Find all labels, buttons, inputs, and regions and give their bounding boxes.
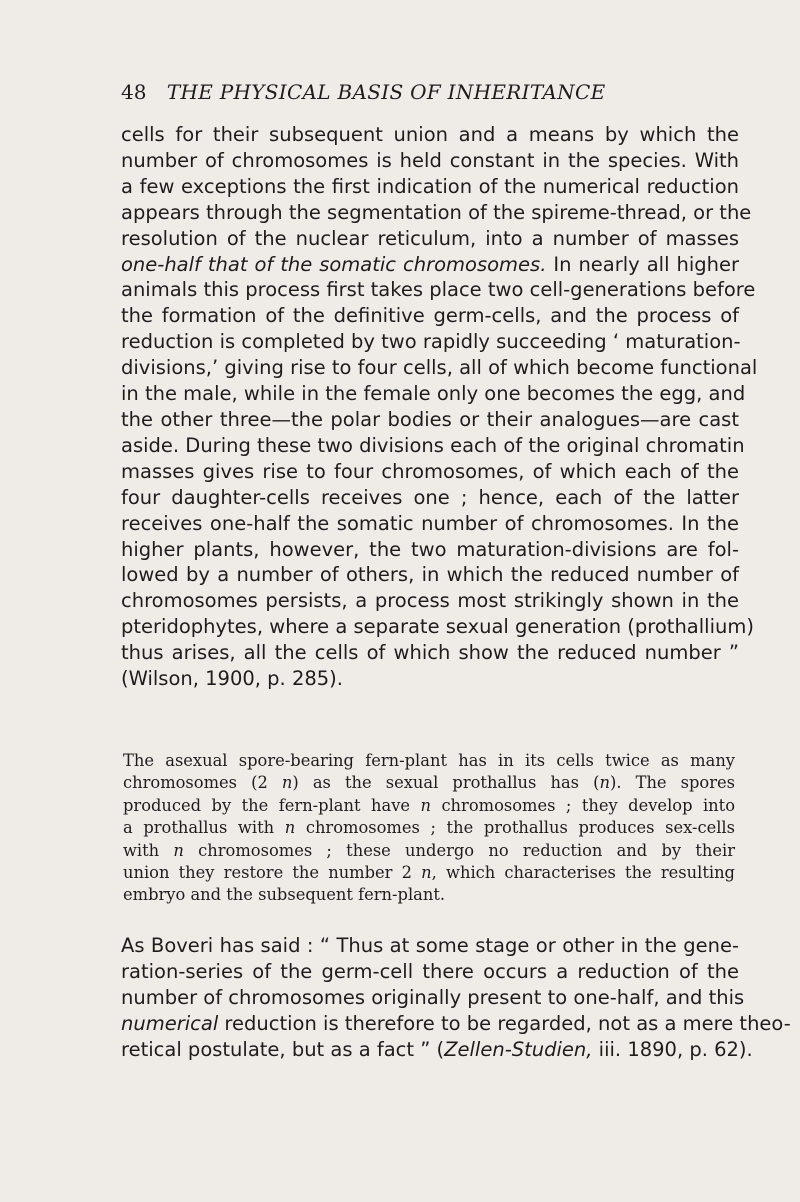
text-line <box>121 537 739 563</box>
text-run: embryo and the subsequent fern-plant. <box>123 885 446 905</box>
text-line <box>121 485 739 511</box>
final-paragraph-text <box>121 933 791 1063</box>
text-run: (Wilson, 1900, p. 285). <box>121 667 343 691</box>
text-line <box>121 252 739 278</box>
text-run: in the male, while in the female only one becomes the egg, and <box>121 382 746 406</box>
text-line <box>121 303 739 329</box>
text-line <box>121 1037 753 1063</box>
text-run: chromosomes ; these undergo no reduction and by their <box>183 840 735 860</box>
italic-text: one-half that of the somatic chromosomes. <box>121 252 547 276</box>
text-run: ) as the sexual prothallus has ( <box>292 773 600 793</box>
note-paragraph-text <box>123 750 735 907</box>
text-line <box>123 862 735 884</box>
text-run: animals this process first takes place two cell-generations before <box>121 278 756 302</box>
text-run: a prothallus with <box>123 818 285 838</box>
page-number: 48 <box>121 80 147 104</box>
text-run: resolution of the nuclear reticulum, into a number of masses <box>121 226 739 250</box>
note-paragraph <box>123 750 735 907</box>
text-run: produced by the fern-plant have <box>123 795 421 815</box>
text-line <box>121 614 754 640</box>
text-run: number of chromosomes is held constant in the species. With <box>121 148 739 172</box>
italic-text: n <box>281 773 293 793</box>
text-run: chromosomes (2 <box>123 773 282 793</box>
text-run: ration-series of the germ-cell there occurs a reduction of the <box>121 959 739 983</box>
text-run: ). The spores <box>609 773 735 793</box>
text-run: union they restore the number 2 <box>123 863 422 883</box>
text-line <box>123 817 735 839</box>
text-run: thus arises, all the cells of which show the reduced number ” <box>121 641 739 665</box>
text-line <box>121 666 739 692</box>
text-run: chromosomes persists, a process most strikingly shown in the <box>121 589 739 613</box>
text-line <box>121 459 739 485</box>
text-run: a few exceptions the first indication of the numerical reduction <box>121 174 739 198</box>
italic-text: n <box>284 818 296 838</box>
italic-text: numerical <box>121 1011 219 1035</box>
text-line <box>121 985 745 1011</box>
text-run: the formation of the definitive germ-cells, and the process of <box>121 304 739 328</box>
italic-text: Zellen-Studien, <box>444 1037 593 1061</box>
text-line <box>121 562 739 588</box>
text-line <box>121 381 746 407</box>
text-run: higher plants, however, the two maturation-divisions are fol- <box>121 537 739 561</box>
text-line <box>121 148 739 174</box>
text-run: cells for their subsequent union and a means by which the <box>121 123 739 146</box>
italic-text: n <box>599 773 610 793</box>
text-run: The asexual spore-bearing fern-plant has in its cells twice as many <box>123 751 735 770</box>
text-line <box>121 226 739 252</box>
text-line <box>121 355 758 381</box>
text-run: reduction is therefore to be regarded, not as a mere theo- <box>218 1011 791 1035</box>
text-line <box>123 750 735 772</box>
text-line <box>121 122 739 148</box>
text-line <box>123 772 735 794</box>
text-line <box>121 511 739 537</box>
text-line <box>121 277 756 303</box>
text-run: with <box>123 840 174 860</box>
text-run: receives one-half the somatic number of chromosomes. In the <box>121 511 739 535</box>
text-line <box>123 795 735 817</box>
text-line <box>121 200 752 226</box>
text-run: iii. 1890, p. 62). <box>592 1037 753 1061</box>
italic-text: n <box>173 840 184 860</box>
text-line <box>121 588 739 614</box>
main-paragraph <box>121 122 758 692</box>
text-run: retical postulate, but as a fact ” ( <box>121 1037 445 1061</box>
text-run: number of chromosomes originally present to one-half, and this <box>121 985 745 1009</box>
running-title: THE PHYSICAL BASIS OF INHERITANCE <box>166 80 606 104</box>
text-run: chromosomes ; they develop into <box>430 795 735 815</box>
text-run: aside. During these two divisions each of the original chromatin <box>121 433 745 457</box>
final-paragraph <box>121 933 791 1063</box>
text-run: , which characterises the resulting <box>431 863 735 883</box>
text-run: In nearly all higher <box>546 252 739 276</box>
text-run: As Boveri has said : “ Thus at some stage or other in the gene- <box>121 934 739 957</box>
text-run: chromosomes ; the prothallus produces sex-cells <box>295 818 735 838</box>
text-run: reduction is completed by two rapidly succeeding ‘ maturation- <box>121 330 741 354</box>
text-line <box>121 640 739 666</box>
text-line <box>123 840 735 862</box>
text-line <box>121 407 739 433</box>
text-line <box>121 1011 791 1037</box>
running-header <box>121 76 681 108</box>
text-line <box>121 933 739 959</box>
text-run: the other three—the polar bodies or their analogues—are cast <box>121 407 739 431</box>
text-run: lowed by a number of others, in which the reduced number of <box>121 563 739 587</box>
text-run: pteridophytes, where a separate sexual generation (prothallium) <box>121 615 754 639</box>
text-line <box>121 329 739 355</box>
main-paragraph-text <box>121 122 758 692</box>
text-run: masses gives rise to four chromosomes, of which each of the <box>121 459 739 483</box>
text-line <box>121 174 739 200</box>
text-run: divisions,’ giving rise to four cells, all of which become functional <box>121 356 758 380</box>
text-run: appears through the segmentation of the spireme-thread, or the <box>121 200 752 224</box>
text-line <box>121 959 739 985</box>
text-run: four daughter-cells receives one ; hence, each of the latter <box>121 485 739 509</box>
italic-text: n <box>421 863 432 883</box>
text-line <box>121 433 745 459</box>
italic-text: n <box>420 795 431 815</box>
text-line <box>123 884 735 906</box>
